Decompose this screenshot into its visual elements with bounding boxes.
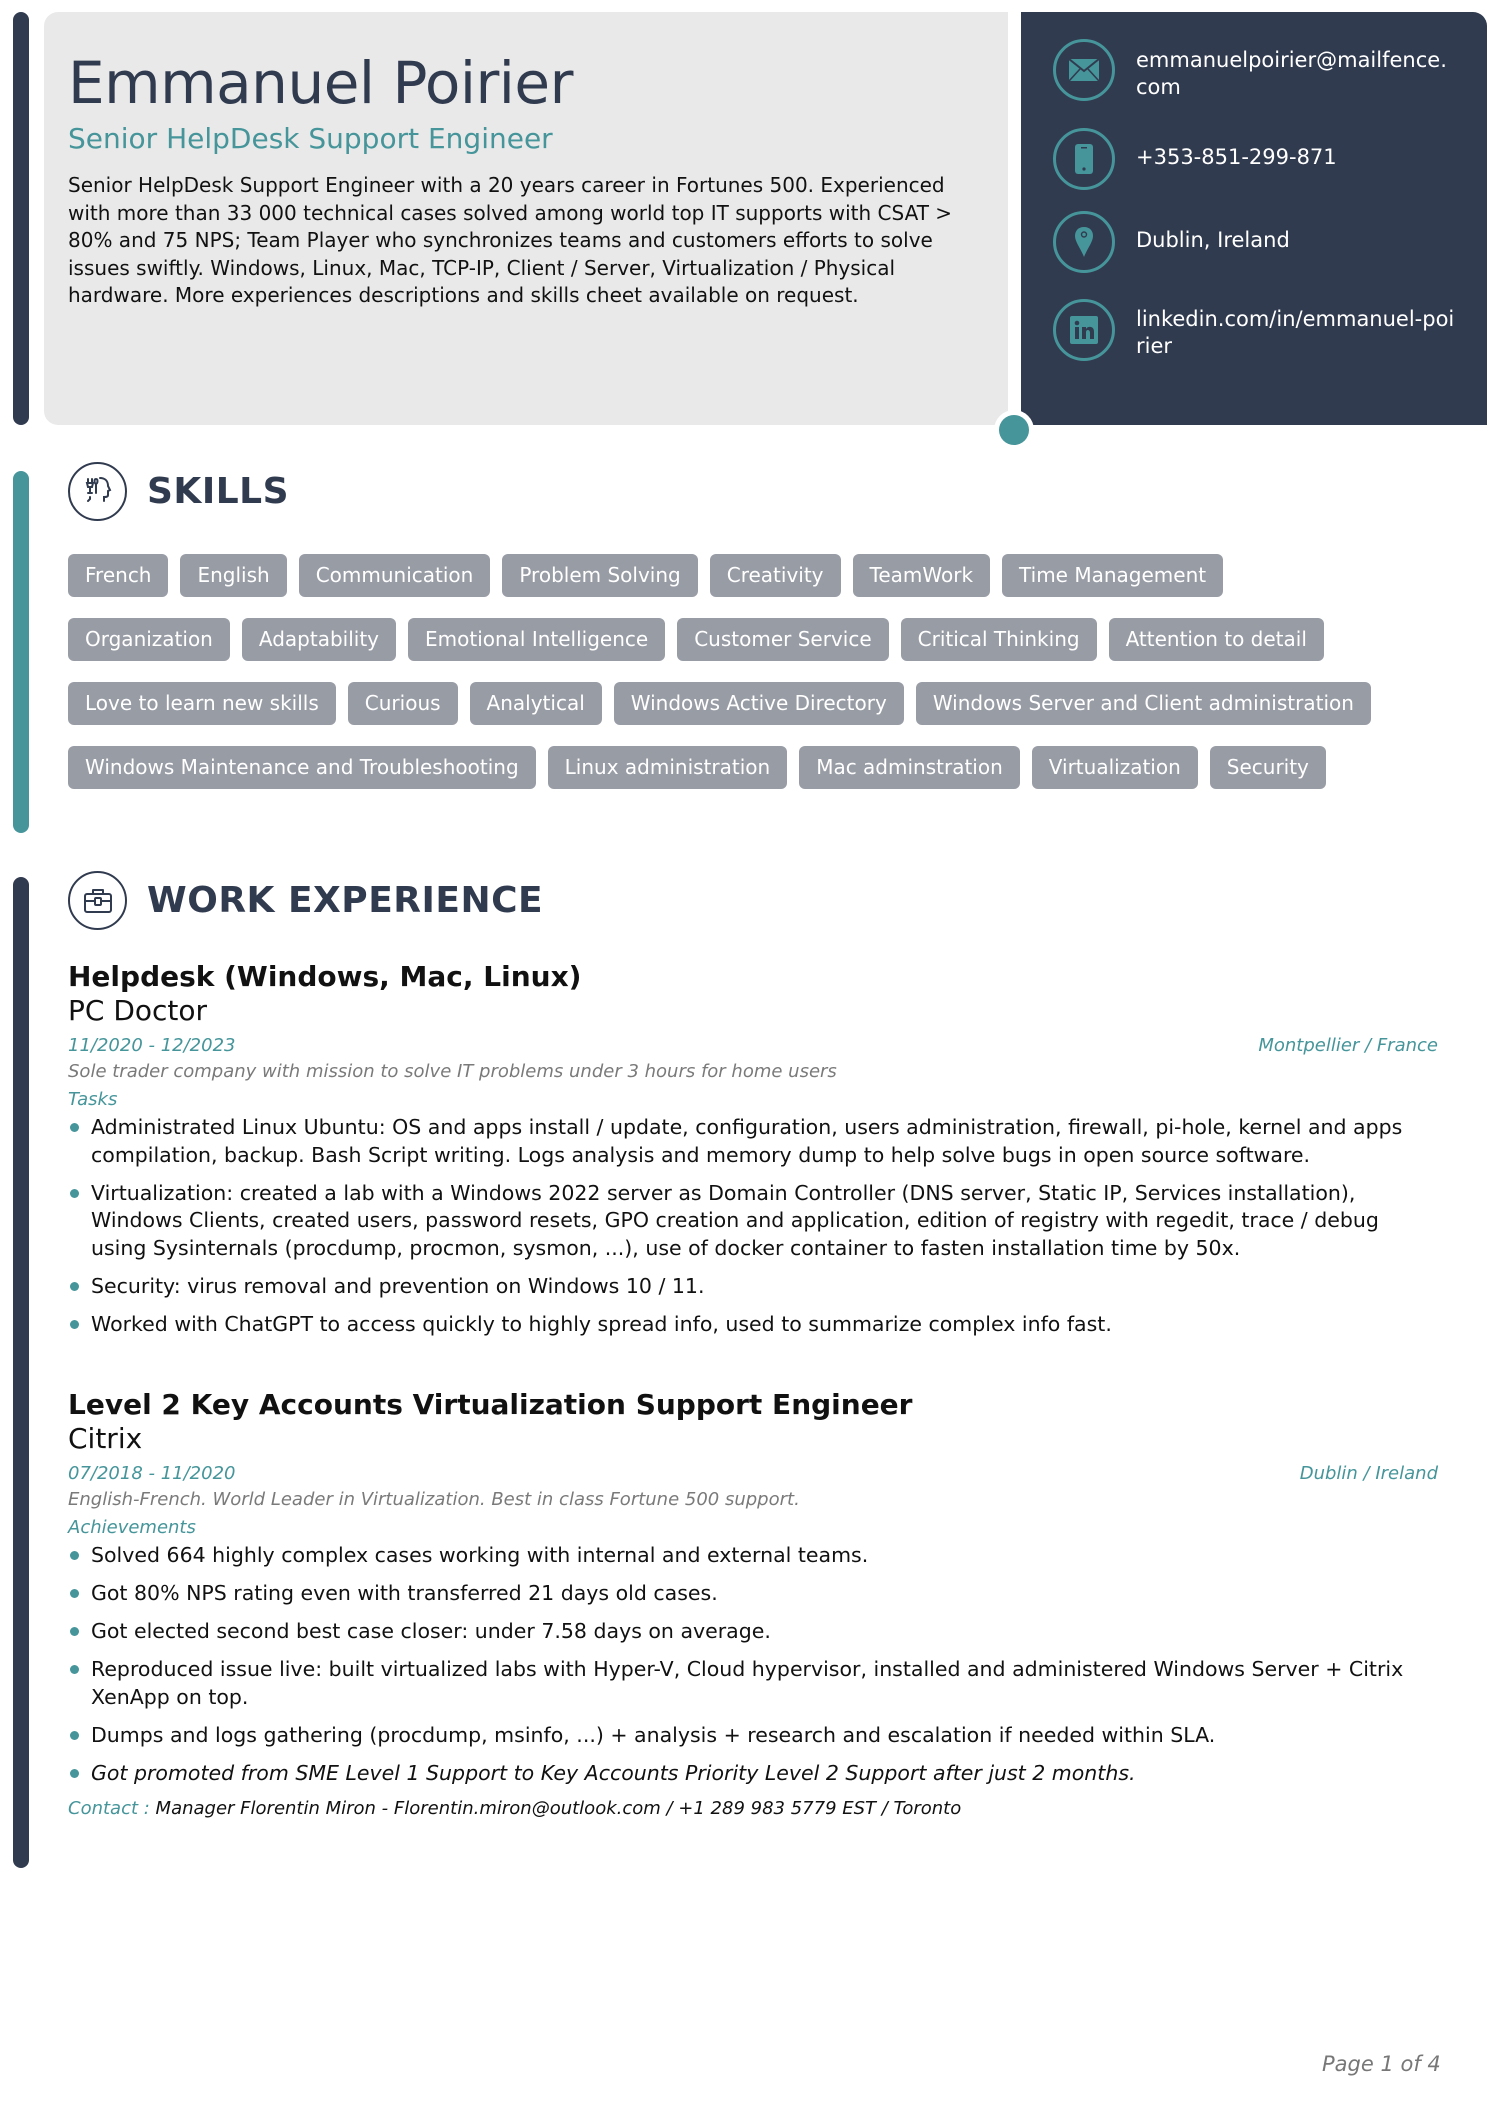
page-number: Page 1 of 4 (1322, 2052, 1441, 2076)
job-sublabel: Achievements (68, 1517, 196, 1538)
skill-tag: Time Management (1002, 554, 1223, 597)
bullet-item: Virtualization: created a lab with a Windows 2022 server as Domain Controller (DNS server, Static IP, Services installation), Windows Clients, created users, password resets, GPO creation and application, edition of registry with regedit, trace / debug using Sysinternals (procdump, procmon, sysmon, ...), use of docker container to fasten installation time by 50x. (68, 1180, 1438, 1263)
candidate-title: Senior HelpDesk Support Engineer (68, 122, 553, 155)
linkedin-icon (1053, 299, 1115, 361)
phone-icon (1053, 128, 1115, 190)
skill-tag: Analytical (470, 682, 602, 725)
job-role: Level 2 Key Accounts Virtualization Support Engineer (68, 1388, 913, 1421)
bullet-item: Got promoted from SME Level 1 Support to Key Accounts Priority Level 2 Support after just 2 months. (68, 1760, 1438, 1788)
skill-tag: Curious (348, 682, 458, 725)
job-location: Dublin / Ireland (1299, 1463, 1438, 1484)
skill-tag: Problem Solving (502, 554, 697, 597)
job-bullets (68, 1114, 1438, 1339)
header-connector-dot (994, 410, 1034, 450)
skill-tag: Security (1210, 746, 1326, 789)
skill-tag: Virtualization (1032, 746, 1198, 789)
contact-phone[interactable] (1053, 128, 1456, 190)
skill-tag: English (180, 554, 286, 597)
job-role: Helpdesk (Windows, Mac, Linux) (68, 960, 582, 993)
bullet-item: Got 80% NPS rating even with transferred 21 days old cases. (68, 1580, 1438, 1608)
work-title: WORK EXPERIENCE (147, 880, 544, 921)
skill-tag: Windows Server and Client administration (916, 682, 1371, 725)
skills-row (68, 618, 1468, 661)
skill-tag: Customer Service (677, 618, 888, 661)
skill-tag: Adaptability (242, 618, 396, 661)
bullet-item: Dumps and logs gathering (procdump, msinfo, ...) + analysis + research and escalation if needed within SLA. (68, 1722, 1438, 1750)
skill-tag: Organization (68, 618, 230, 661)
location-text: Dublin, Ireland (1136, 228, 1290, 252)
skill-tag: Creativity (710, 554, 841, 597)
skill-tag: TeamWork (853, 554, 991, 597)
job-entry (68, 1388, 1438, 1819)
job-description: Sole trader company with mission to solve IT problems under 3 hours for home users (68, 1061, 837, 1082)
header-summary-panel (44, 12, 1008, 425)
candidate-name: Emmanuel Poirier (68, 49, 573, 117)
job-dates: 07/2018 - 11/2020 (68, 1463, 236, 1484)
contact-location (1053, 211, 1456, 273)
job-bullets (68, 1542, 1438, 1788)
reference-text: Manager Florentin Miron - Florentin.miron@outlook.com / +1 289 983 5779 EST / Toronto (149, 1798, 962, 1820)
contact-linkedin[interactable] (1053, 299, 1456, 361)
skill-tag: Communication (299, 554, 491, 597)
skills-row (68, 554, 1468, 597)
linkedin-text[interactable]: linkedin.com/in/emmanuel-poirier (1136, 307, 1455, 358)
skill-tag: Windows Maintenance and Troubleshooting (68, 746, 536, 789)
bullet-item: Worked with ChatGPT to access quickly to highly spread info, used to summarize complex info fast. (68, 1311, 1438, 1339)
bullet-item: Reproduced issue live: built virtualized labs with Hyper-V, Cloud hypervisor, installed and administered Windows Server + Citrix XenApp on top. (68, 1656, 1438, 1711)
bullet-item: Administrated Linux Ubuntu: OS and apps install / update, configuration, users administration, firewall, pi-hole, kernel and apps compilation, backup. Bash Script writing. Logs analysis and memory dump to help solve bugs in open source software. (68, 1114, 1438, 1169)
skill-tag: Emotional Intelligence (408, 618, 665, 661)
skills-accent-bar (13, 471, 29, 833)
contact-panel (1021, 12, 1487, 425)
job-company: PC Doctor (68, 994, 208, 1027)
skills-heading (68, 462, 289, 521)
email-icon (1053, 39, 1115, 101)
bullet-item: Solved 664 highly complex cases working with internal and external teams. (68, 1542, 1438, 1570)
job-sublabel: Tasks (68, 1089, 118, 1110)
skills-title: SKILLS (147, 471, 290, 512)
skills-row (68, 682, 1468, 725)
job-entry (68, 960, 1438, 1349)
skill-tag: Critical Thinking (901, 618, 1097, 661)
bullet-item: Got elected second best case closer: under 7.58 days on average. (68, 1618, 1438, 1646)
skills-head-gear-icon (68, 462, 127, 521)
briefcase-icon (68, 871, 127, 930)
skill-tag: Attention to detail (1109, 618, 1324, 661)
skills-row (68, 746, 1468, 789)
job-meta (68, 1034, 1438, 1058)
job-dates: 11/2020 - 12/2023 (68, 1035, 236, 1056)
skill-tag: French (68, 554, 168, 597)
skill-tag: Love to learn new skills (68, 682, 336, 725)
bullet-item: Security: virus removal and prevention on Windows 10 / 11. (68, 1273, 1438, 1301)
reference-contact (68, 1798, 1438, 1819)
work-heading (68, 871, 543, 930)
location-icon (1053, 211, 1115, 273)
skills-tag-list (68, 554, 1468, 789)
job-description: English-French. World Leader in Virtualization. Best in class Fortune 500 support. (68, 1489, 800, 1510)
header-accent-bar (13, 12, 29, 425)
summary-text: Senior HelpDesk Support Engineer with a 20 years career in Fortunes 500. Experienced with more than 33 000 technical cases solved among world top IT supports with CSAT > 80% and 75 NPS; Team Player who synchronizes teams and customers efforts to solve issues swiftly. Windows, Linux, Mac, TCP-IP, Client / Server, Virtualization / Physical hardware. More experiences descriptions and skills cheet available on request. (68, 173, 953, 308)
email-text[interactable]: emmanuelpoirier@mailfence.com (1136, 48, 1447, 99)
skill-tag: Windows Active Directory (614, 682, 904, 725)
work-accent-bar (13, 877, 29, 1868)
contact-email[interactable] (1053, 39, 1456, 101)
job-company: Citrix (68, 1422, 143, 1455)
skill-tag: Mac adminstration (799, 746, 1020, 789)
skill-tag: Linux administration (548, 746, 788, 789)
job-location: Montpellier / France (1258, 1035, 1438, 1056)
reference-label: Contact : (68, 1798, 150, 1820)
phone-text[interactable]: +353-851-299-871 (1136, 145, 1337, 169)
job-meta (68, 1462, 1438, 1486)
